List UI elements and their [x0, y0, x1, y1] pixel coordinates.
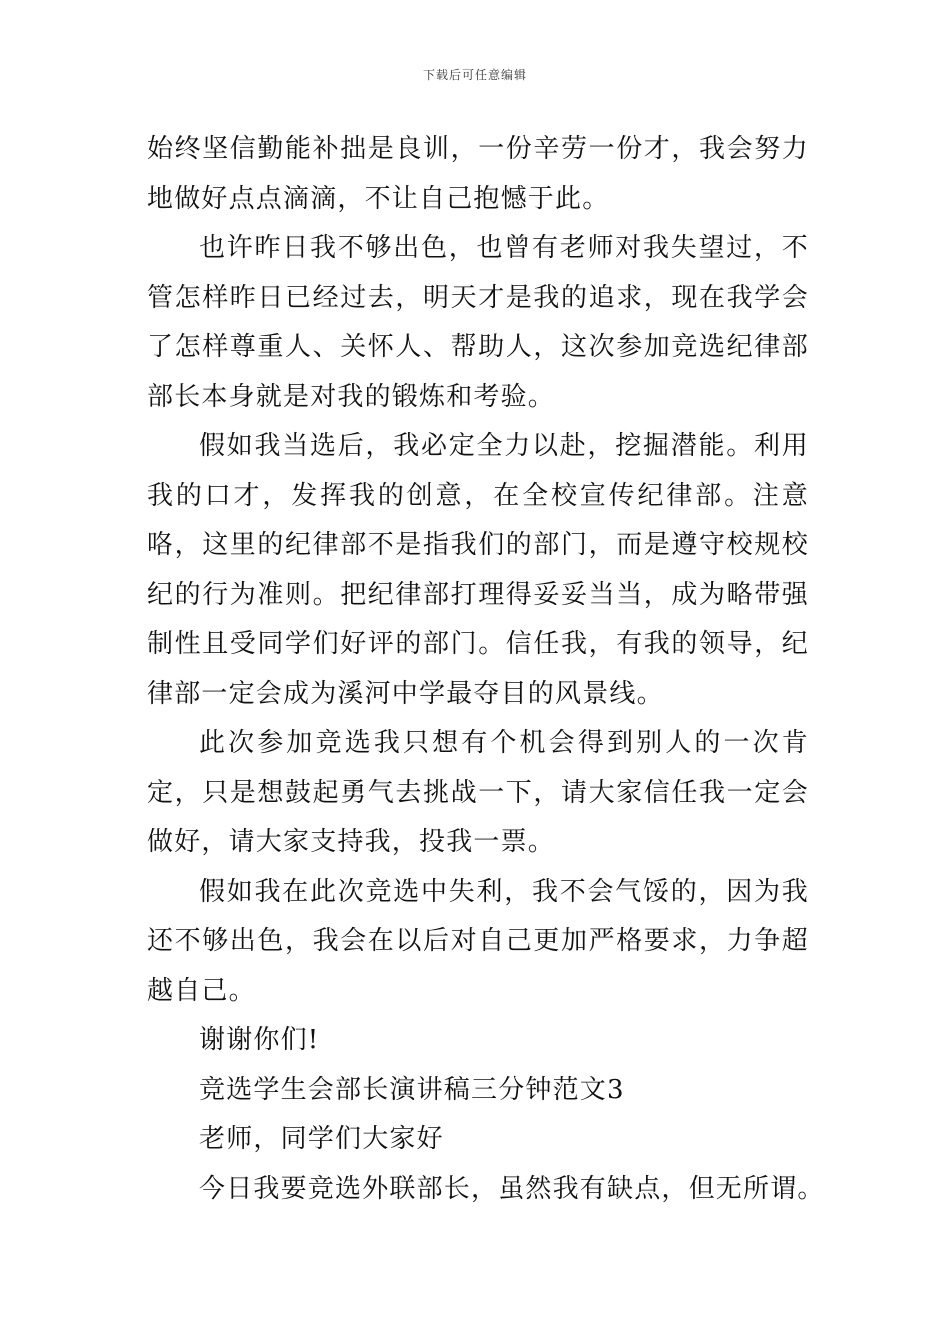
thanks-line: 谢谢你们!: [199, 1025, 320, 1055]
opening-line: 今日我要竞选外联部长，虽然我有缺点，但无所谓。: [199, 1173, 825, 1204]
page-header: 下载后可任意编辑: [422, 68, 527, 82]
section-title: 竞选学生会部长演讲稿三分钟范文3: [199, 1074, 625, 1105]
paragraph-3: 假如我当选后，我必定全力以赴，挖掘潜能。利用我的口才，发挥我的创意，在全校宣传纪律部。注意咯，这里的纪律部不是指我们的部门，而是遵守校规校纪的行为准则。把纪律部打理得妥妥当当，成为略带强制性且受同学们好评的部门。信任我，有我的领导，纪律部一定会成为溪河中学最夺目的风景线。: [147, 431, 809, 709]
greeting-line: 老师，同学们大家好: [199, 1124, 444, 1154]
paragraph-1: 始终坚信勤能补拙是良训，一份辛劳一份才，我会努力地做好点点滴滴，不让自己抱憾于此。: [147, 134, 809, 214]
document-body: [147, 125, 825, 1214]
paragraph-4: 此次参加竞选我只想有个机会得到别人的一次肯定，只是想鼓起勇气去挑战一下，请大家信任我一定会做好，请大家支持我，投我一票。: [147, 728, 809, 857]
paragraph-2: 也许昨日我不够出色，也曾有老师对我失望过，不管怎样昨日已经过去，明天才是我的追求，现在我学会了怎样尊重人、关怀人、帮助人，这次参加竞选纪律部部长本身就是对我的锻炼和考验。: [147, 233, 809, 412]
paragraph-5: 假如我在此次竞选中失利，我不会气馁的，因为我还不够出色，我会在以后对自己更加严格要求，力争超越自己。: [147, 876, 809, 1006]
